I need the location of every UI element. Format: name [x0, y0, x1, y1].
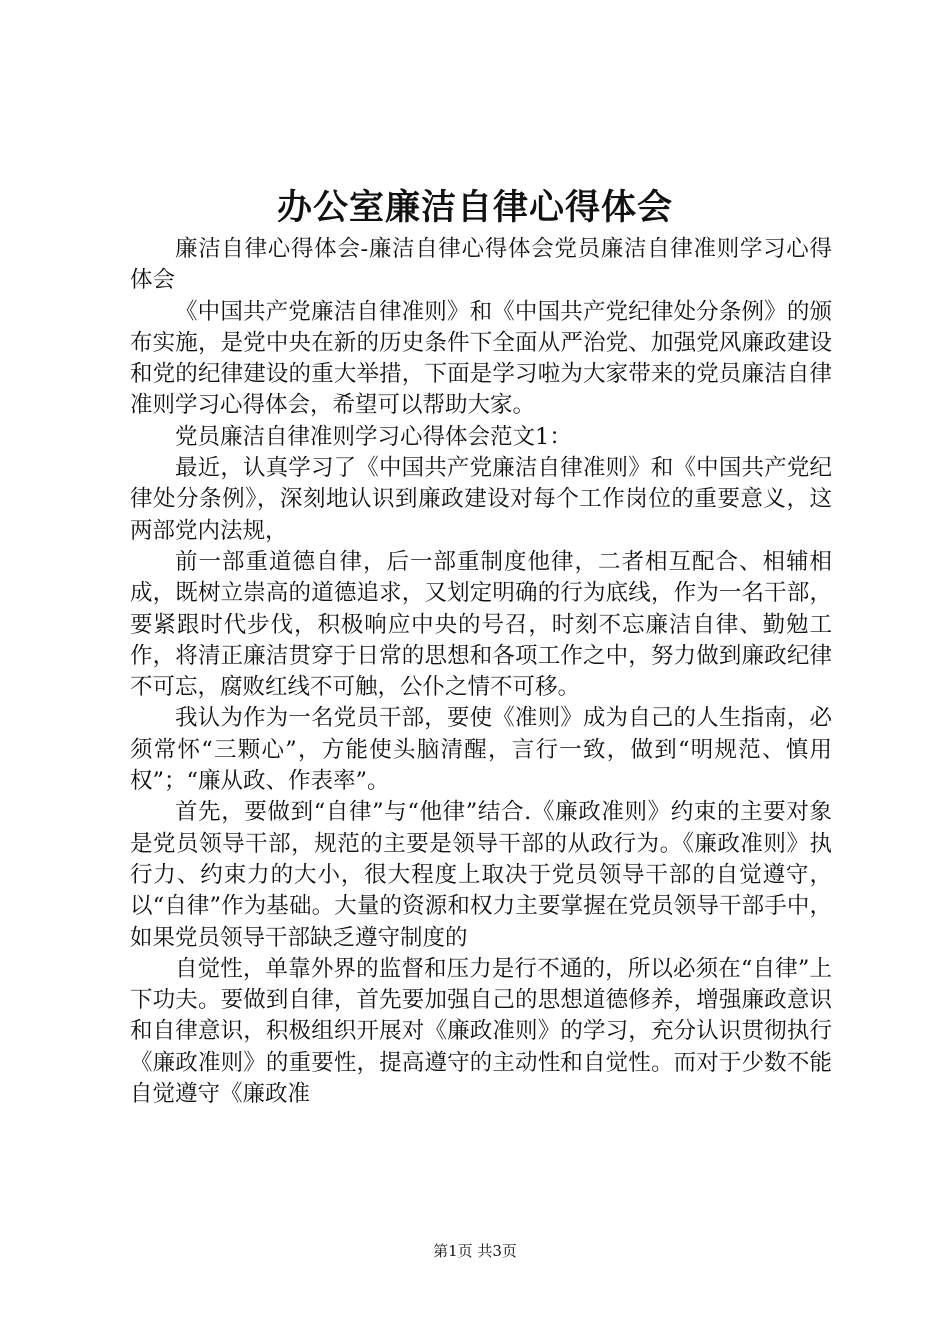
document-title: 办公室廉洁自律心得体会 — [276, 187, 673, 228]
paragraph: 党员廉洁自律准则学习心得体会范文1： — [175, 423, 572, 450]
paragraph: 最近，认真学习了《中国共产党廉洁自律准则》和《中国共产党纪律处分条例》，深刻地认识到廉政建设对每个工作岗位的重要意义，这两部党内法规， — [130, 455, 832, 544]
paragraph: 我认为作为一名党员干部，要使《准则》成为自己的人生指南，必须常怀“三颗心”，方能使头脑清醒，言行一致，做到“明规范、慎用权”；“廉从政、作表率”。 — [130, 705, 832, 795]
paragraph: 首先，要做到“自律”与“他律”结合.《廉政准则》约束的主要对象是党员领导干部，规范的主要是领导干部的从政行为。《廉政准则》执行力、约束力的大小，很大程度上取决于党员领导干部的自觉遵守，以“自律”作为基础。大量的资源和权力主要掌握在党员领导干部手中，如果党员领导干部缺乏遵守制度的 — [130, 799, 832, 951]
paragraph: 前一部重道德自律，后一部重制度他律，二者相互配合、相辅相成，既树立崇高的道德追求，又划定明确的行为底线，作为一名干部，要紧跟时代步伐，积极响应中央的号召，时刻不忘廉洁自律、勤勉工作，将清正廉洁贯穿于日常的思想和各项工作之中，努力做到廉政纪律不可忘，腐败红线不可触，公仆之情不可移。 — [130, 548, 832, 701]
paragraph: 廉洁自律心得体会-廉洁自律心得体会党员廉洁自律准则学习心得体会 — [130, 236, 832, 294]
paragraph: 自觉性，单靠外界的监督和压力是行不通的，所以必须在“自律”上下功夫。要做到自律，首先要加强自己的思想道德修养，增强廉政意识和自律意识，积极组织开展对《廉政准则》的学习，充分认识贯彻执行《廉政准则》的重要性，提高遵守的主动性和自觉性。而对于少数不能自觉遵守《廉政准 — [130, 955, 832, 1108]
paragraph: 《中国共产党廉洁自律准则》和《中国共产党纪律处分条例》的颁布实施，是党中央在新的历史条件下全面从严治党、加强党风廉政建设和党的纪律建设的重大举措，下面是学习啦为大家带来的党员廉洁自律准则学习心得体会，希望可以帮助大家。 — [130, 298, 832, 419]
page-number-footer: 第1页 共3页 — [433, 1242, 517, 1260]
document-body — [130, 234, 832, 1110]
